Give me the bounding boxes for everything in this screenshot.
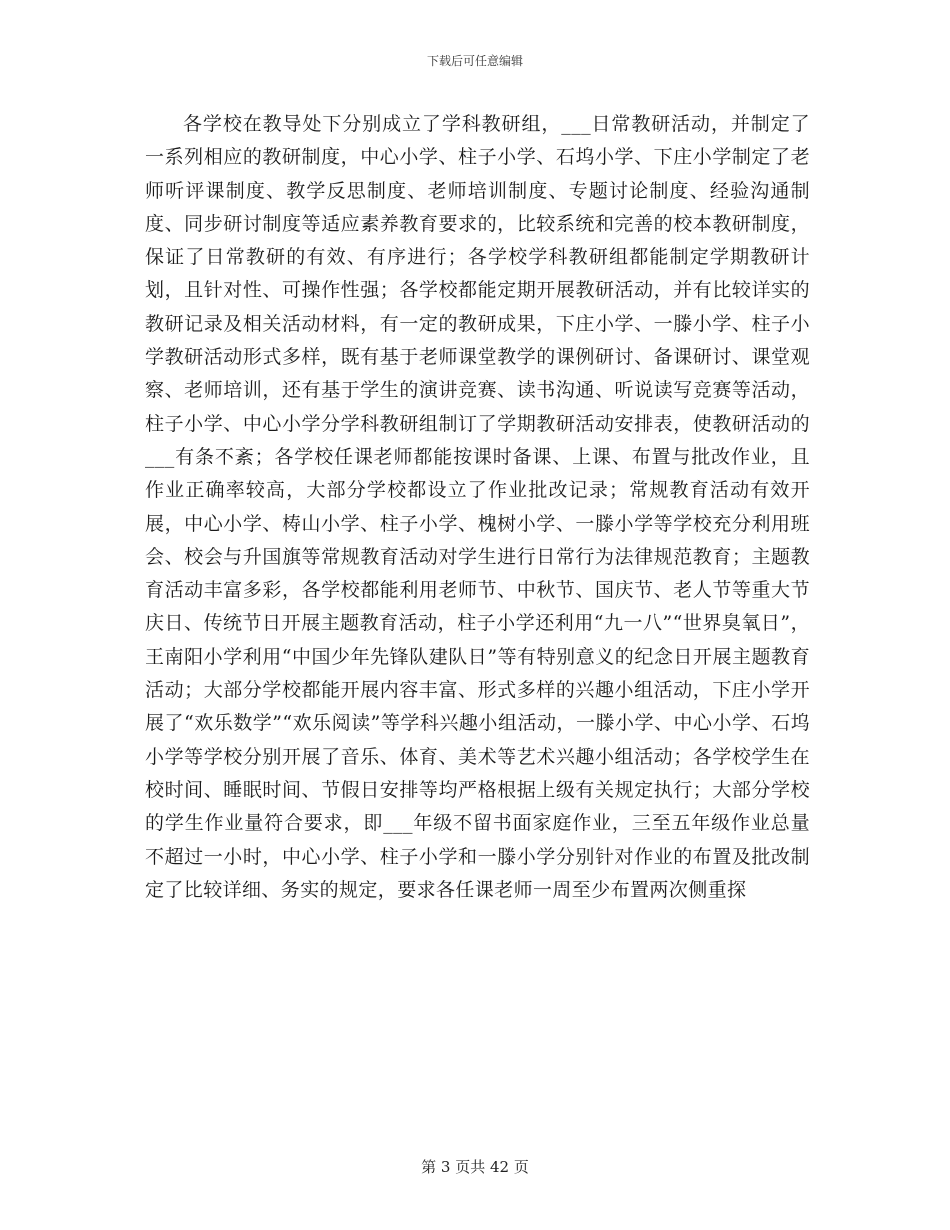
page-number-footer: 第 3 页共 42 页 [421,1158,529,1176]
document-body [145,108,810,907]
page-header: 下载后可任意编辑 [426,54,523,68]
body-paragraph: 各学校在教导处下分别成立了学科教研组，___日常教研活动，并制定了一系列相应的教研制度，中心小学、柱子小学、石坞小学、下庄小学制定了老师听评课制度、教学反思制度、老师培训制度、专题讨论制度、经验沟通制度、同步研讨制度等适应素养教育要求的，比较系统和完善的校本教研制度，保证了日常教研的有效、有序进行；各学校学科教研组都能制定学期教研计划，且针对性、可操作性强；各学校都能定期开展教研活动，并有比较详实的教研记录及相关活动材料，有一定的教研成果，下庄小学、一滕小学、柱子小学教研活动形式多样，既有基于老师课堂教学的课例研讨、备课研讨、课堂观察、老师培训，还有基于学生的演讲竞赛、读书沟通、听说读写竞赛等活动，柱子小学、中心小学分学科教研组制订了学期教研活动安排表，使教研活动的___有条不紊；各学校任课老师都能按课时备课、上课、布置与批改作业，且作业正确率较高，大部分学校都设立了作业批改记录；常规教育活动有效开展，中心小学、梼山小学、柱子小学、槐树小学、一滕小学等学校充分利用班会、校会与升国旗等常规教育活动对学生进行日常行为法律规范教育；主题教育活动丰富多彩，各学校都能利用老师节、中秋节、国庆节、老人节等重大节庆日、传统节日开展主题教育活动，柱子小学还利用“九一八”“世界臭氧日”，王南阳小学利用“中国少年先锋队建队日”等有特别意义的纪念日开展主题教育活动；大部分学校都能开展内容丰富、形式多样的兴趣小组活动，下庄小学开展了“欢乐数学”“欢乐阅读”等学科兴趣小组活动，一滕小学、中心小学、石坞小学等学校分别开展了音乐、体育、美术等艺术兴趣小组活动；各学校学生在校时间、睡眠时间、节假日安排等均严格根据上级有关规定执行；大部分学校的学生作业量符合要求，即___年级不留书面家庭作业，三至五年级作业总量不超过一小时，中心小学、柱子小学和一滕小学分别针对作业的布置及批改制定了比较详细、务实的规定，要求各任课老师一周至少布置两次侧重探 [145,113,810,901]
